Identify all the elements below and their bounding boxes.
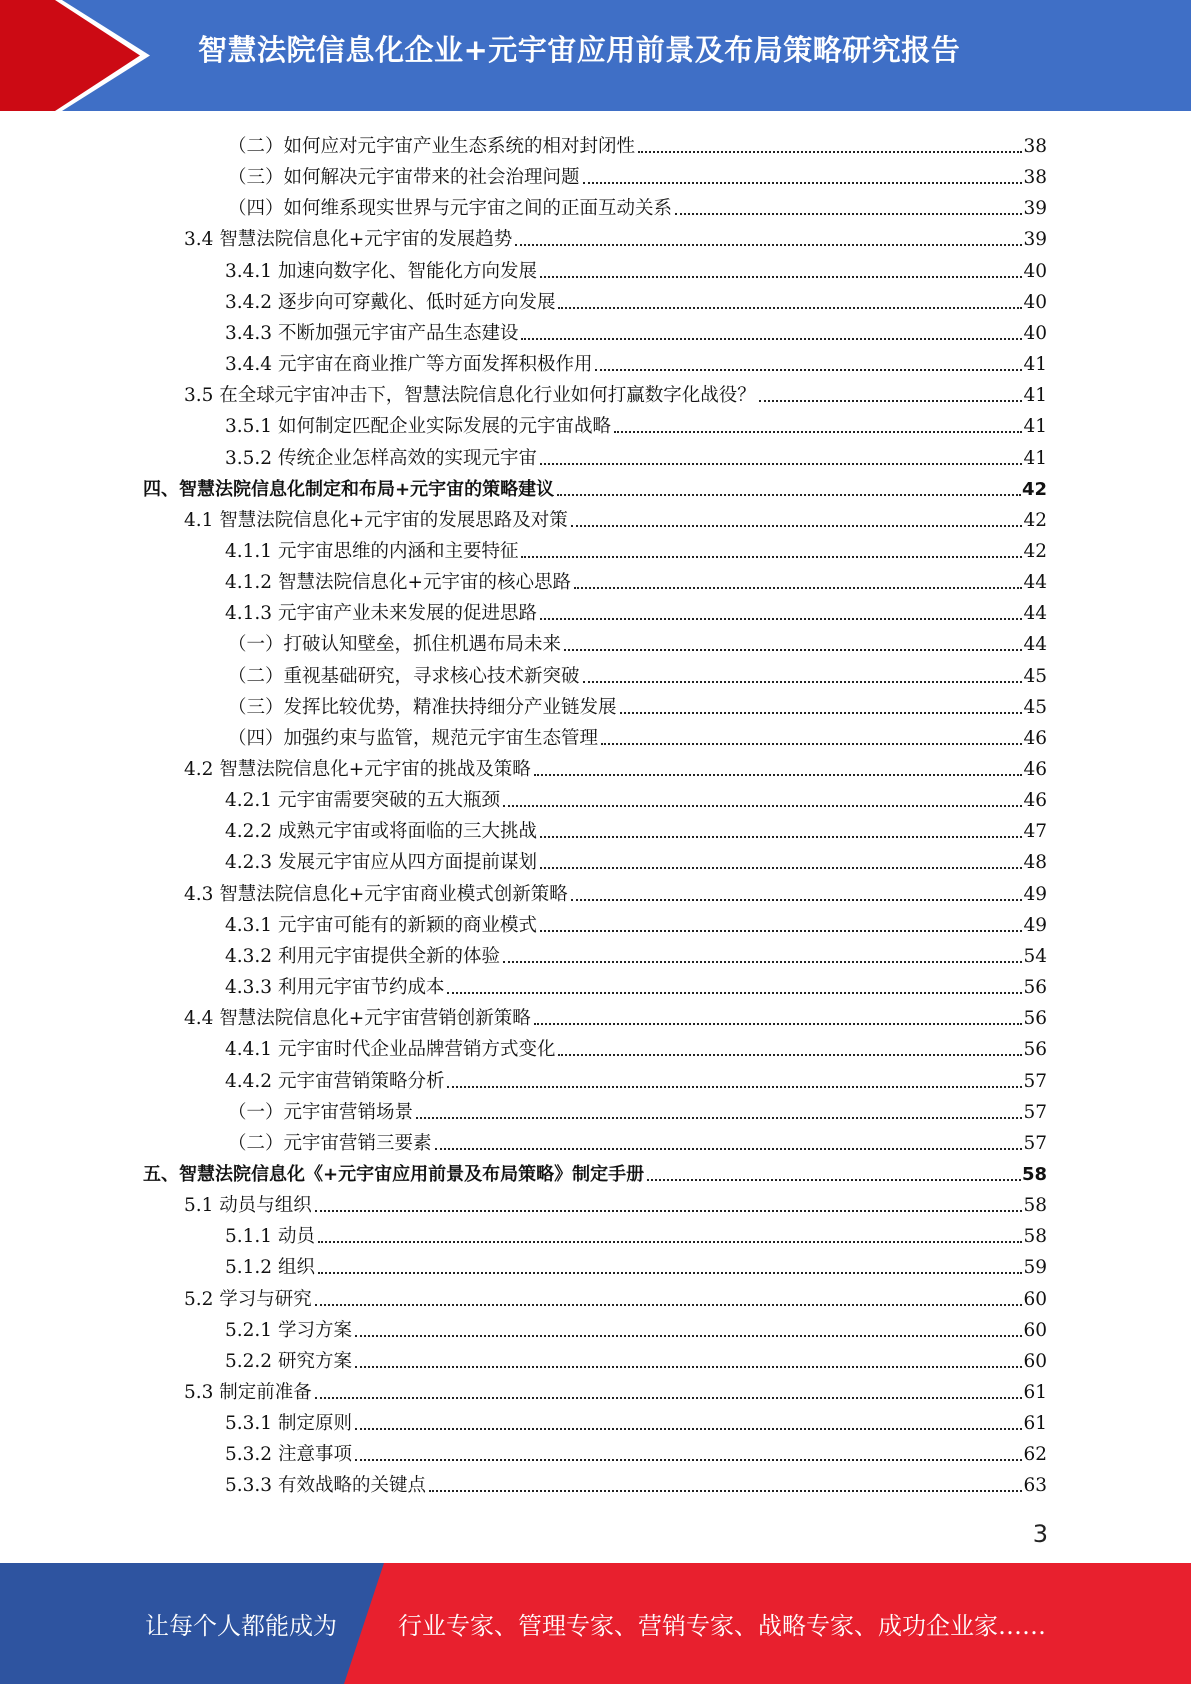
toc-dot-leader — [534, 1023, 1023, 1025]
toc-dot-leader — [503, 805, 1022, 807]
page-header — [0, 0, 1191, 111]
toc-entry[interactable] — [184, 1000, 1047, 1031]
toc-entry[interactable] — [228, 1125, 1047, 1156]
toc-entry[interactable] — [225, 1031, 1047, 1062]
toc-entry-page: 63 — [1023, 1475, 1047, 1497]
toc-entry[interactable] — [225, 595, 1047, 626]
page-footer — [0, 1563, 1191, 1684]
toc-entry[interactable] — [225, 284, 1047, 315]
toc-entry[interactable] — [225, 844, 1047, 875]
toc-entry-label: （四）如何维系现实世界与元宇宙之间的正面互动关系 — [228, 198, 673, 220]
toc-entry-page: 58 — [1023, 1195, 1047, 1217]
toc-entry-label: 3.5 在全球元宇宙冲击下，智慧法院信息化行业如何打赢数字化战役？ — [184, 385, 756, 407]
toc-entry[interactable] — [184, 1281, 1047, 1312]
toc-entry-label: 3.4.1 加速向数字化、智能化方向发展 — [225, 260, 537, 282]
toc-entry[interactable] — [225, 315, 1047, 346]
toc-entry[interactable] — [228, 720, 1047, 751]
toc-entry[interactable] — [228, 626, 1047, 657]
toc-entry-page: 57 — [1023, 1132, 1047, 1154]
toc-entry-label: 4.1 智慧法院信息化+元宇宙的发展思路及对策 — [184, 509, 568, 531]
toc-entry-label: 4.3 智慧法院信息化+元宇宙商业模式创新策略 — [184, 883, 568, 905]
toc-entry[interactable] — [225, 533, 1047, 564]
header-chevron-decoration — [0, 0, 160, 111]
toc-dot-leader — [318, 1272, 1023, 1274]
toc-entry-label: 4.2.3 发展元宇宙应从四方面提前谋划 — [225, 852, 537, 874]
document-title: 智慧法院信息化企业+元宇宙应用前景及布局策略研究报告 — [198, 33, 961, 67]
toc-entry-label: 4.1.3 元宇宙产业未来发展的促进思路 — [225, 603, 537, 625]
toc-entry-label: （三）发挥比较优势，精准扶持细分产业链发展 — [228, 696, 617, 718]
toc-dot-leader — [540, 618, 1022, 620]
toc-entry-label: 5.1.1 动员 — [225, 1226, 315, 1248]
toc-entry[interactable] — [225, 253, 1047, 284]
toc-dot-leader — [416, 1117, 1022, 1119]
toc-entry-label: （一）打破认知壁垒，抓住机遇布局未来 — [228, 634, 562, 656]
toc-entry-label: 5.1 动员与组织 — [184, 1195, 312, 1217]
toc-entry[interactable] — [225, 1436, 1047, 1467]
toc-entry-page: 41 — [1023, 354, 1047, 376]
toc-entry-page: 61 — [1023, 1382, 1047, 1403]
toc-entry-page: 46 — [1023, 759, 1047, 780]
toc-dot-leader — [534, 774, 1023, 776]
toc-entry-page: 47 — [1023, 821, 1047, 843]
toc-entry[interactable] — [225, 440, 1047, 471]
toc-entry-label: 5.2.2 研究方案 — [225, 1350, 352, 1372]
toc-entry-label: （一）元宇宙营销场景 — [228, 1101, 414, 1123]
toc-entry-label: 4.2.1 元宇宙需要突破的五大瓶颈 — [225, 790, 500, 812]
toc-entry-label: 五、智慧法院信息化《+元宇宙应用前景及布局策略》制定手册 — [143, 1163, 645, 1185]
toc-dot-leader — [447, 1086, 1022, 1088]
toc-entry[interactable] — [228, 159, 1047, 190]
toc-entry[interactable] — [225, 346, 1047, 377]
toc-entry[interactable] — [228, 1094, 1047, 1125]
toc-dot-leader — [614, 431, 1022, 433]
toc-entry-page: 57 — [1023, 1101, 1047, 1123]
toc-entry-label: （四）加强约束与监管，规范元宇宙生态管理 — [228, 727, 599, 749]
footer-slogan-left: 让每个人都能成为 — [145, 1612, 337, 1640]
toc-entry-page: 58 — [1021, 1163, 1047, 1185]
toc-entry[interactable] — [225, 1249, 1047, 1280]
toc-dot-leader — [355, 1428, 1023, 1430]
toc-entry-page: 38 — [1023, 136, 1047, 157]
toc-entry[interactable] — [184, 502, 1047, 533]
toc-entry-page: 41 — [1023, 416, 1047, 438]
toc-entry-label: 4.3.3 利用元宇宙节约成本 — [225, 977, 445, 999]
toc-entry-label: （二）如何应对元宇宙产业生态系统的相对封闭性 — [228, 136, 636, 157]
toc-dot-leader — [521, 338, 1022, 340]
toc-entry-page: 40 — [1023, 260, 1047, 282]
toc-entry[interactable] — [225, 813, 1047, 844]
toc-dot-leader — [355, 1459, 1023, 1461]
toc-entry[interactable] — [143, 471, 1047, 502]
toc-entry[interactable] — [228, 128, 1047, 159]
toc-entry-label: （二）元宇宙营销三要素 — [228, 1132, 432, 1154]
toc-dot-leader — [540, 867, 1022, 869]
toc-entry-label: 4.2 智慧法院信息化+元宇宙的挑战及策略 — [184, 759, 531, 780]
toc-entry-label: 3.4 智慧法院信息化+元宇宙的发展趋势 — [184, 229, 513, 251]
toc-entry-page: 57 — [1023, 1070, 1047, 1092]
toc-entry-label: 4.4 智慧法院信息化+元宇宙营销创新策略 — [184, 1008, 531, 1030]
toc-entry-label: （三）如何解决元宇宙带来的社会治理问题 — [228, 167, 580, 189]
toc-entry-label: 3.5.2 传统企业怎样高效的实现元宇宙 — [225, 447, 537, 469]
toc-entry-page: 56 — [1023, 1008, 1047, 1030]
toc-dot-leader — [515, 244, 1022, 246]
toc-entry-label: 5.3.2 注意事项 — [225, 1444, 352, 1466]
toc-entry[interactable] — [184, 1187, 1047, 1218]
toc-dot-leader — [315, 1304, 1023, 1306]
toc-entry-page: 48 — [1023, 852, 1047, 874]
toc-dot-leader — [571, 525, 1023, 527]
toc-entry-label: 5.1.2 组织 — [225, 1257, 315, 1279]
toc-entry[interactable] — [184, 377, 1047, 408]
toc-entry-page: 41 — [1023, 385, 1047, 407]
toc-entry-page: 58 — [1023, 1226, 1047, 1248]
toc-entry[interactable] — [225, 408, 1047, 439]
toc-entry-page: 60 — [1023, 1350, 1047, 1372]
toc-dot-leader — [318, 1241, 1023, 1243]
toc-entry-page: 61 — [1023, 1413, 1047, 1435]
toc-entry-label: 四、智慧法院信息化制定和布局+元宇宙的策略建议 — [143, 478, 555, 500]
toc-entry[interactable] — [225, 938, 1047, 969]
toc-dot-leader — [595, 369, 1022, 371]
toc-entry-page: 46 — [1023, 727, 1047, 749]
toc-entry[interactable] — [225, 782, 1047, 813]
toc-entry[interactable] — [225, 907, 1047, 938]
toc-entry[interactable] — [143, 1156, 1047, 1187]
toc-entry-page: 42 — [1021, 478, 1047, 500]
toc-dot-leader — [759, 400, 1023, 402]
toc-entry-page: 45 — [1023, 696, 1047, 718]
toc-dot-leader — [315, 1397, 1023, 1399]
toc-entry-page: 60 — [1023, 1288, 1047, 1310]
toc-entry-label: 3.4.4 元宇宙在商业推广等方面发挥积极作用 — [225, 354, 593, 376]
toc-entry[interactable] — [184, 1374, 1047, 1405]
toc-entry[interactable] — [225, 1343, 1047, 1374]
toc-dot-leader — [638, 151, 1022, 153]
toc-dot-leader — [558, 1054, 1022, 1056]
toc-entry[interactable] — [225, 1467, 1047, 1498]
toc-dot-leader — [540, 463, 1022, 465]
page-number: 3 — [1032, 1520, 1048, 1548]
toc-entry-page: 42 — [1023, 509, 1047, 531]
toc-entry-page: 40 — [1023, 291, 1047, 313]
toc-entry[interactable] — [184, 876, 1047, 907]
toc-entry[interactable] — [225, 1063, 1047, 1094]
toc-entry-label: 3.4.2 逐步向可穿戴化、低时延方向发展 — [225, 291, 556, 313]
toc-entry-page: 44 — [1023, 603, 1047, 625]
toc-dot-leader — [558, 307, 1022, 309]
toc-entry-page: 54 — [1023, 945, 1047, 967]
toc-entry-label: 3.5.1 如何制定匹配企业实际发展的元宇宙战略 — [225, 416, 611, 438]
toc-entry[interactable] — [228, 658, 1047, 689]
toc-dot-leader — [315, 1210, 1023, 1212]
toc-dot-leader — [429, 1490, 1022, 1492]
toc-entry-page: 44 — [1023, 572, 1047, 594]
toc-entry-page: 49 — [1023, 883, 1047, 905]
toc-entry-page: 45 — [1023, 665, 1047, 687]
toc-entry[interactable] — [225, 969, 1047, 1000]
toc-entry-label: 4.1.1 元宇宙思维的内涵和主要特征 — [225, 540, 519, 562]
toc-entry-label: 5.3.3 有效战略的关键点 — [225, 1475, 426, 1497]
toc-entry[interactable] — [225, 1312, 1047, 1343]
toc-dot-leader — [435, 1148, 1023, 1150]
toc-entry-page: 39 — [1023, 229, 1047, 251]
toc-entry-label: 4.4.2 元宇宙营销策略分析 — [225, 1070, 445, 1092]
toc-entry-label: 5.2 学习与研究 — [184, 1288, 312, 1310]
toc-entry[interactable] — [228, 190, 1047, 221]
toc-entry-label: 4.3.2 利用元宇宙提供全新的体验 — [225, 945, 500, 967]
toc-entry-page: 39 — [1023, 198, 1047, 220]
toc-dot-leader — [540, 276, 1022, 278]
footer-slogan-right: 行业专家、管理专家、营销专家、战略专家、成功企业家…… — [398, 1612, 1046, 1640]
toc-dot-leader — [574, 587, 1022, 589]
toc-entry-page: 59 — [1023, 1257, 1047, 1279]
toc-dot-leader — [583, 182, 1023, 184]
toc-entry-label: 4.3.1 元宇宙可能有的新颖的商业模式 — [225, 914, 537, 936]
toc-dot-leader — [583, 681, 1023, 683]
toc-entry-label: 4.1.2 智慧法院信息化+元宇宙的核心思路 — [225, 572, 571, 594]
toc-entry[interactable] — [184, 221, 1047, 252]
toc-entry-label: 5.3.1 制定原则 — [225, 1413, 352, 1435]
toc-entry-page: 49 — [1023, 914, 1047, 936]
toc-entry-page: 41 — [1023, 447, 1047, 469]
toc-entry-label: （二）重视基础研究，寻求核心技术新突破 — [228, 665, 580, 687]
toc-dot-leader — [620, 712, 1023, 714]
toc-dot-leader — [540, 836, 1022, 838]
toc-entry[interactable] — [225, 1218, 1047, 1249]
toc-entry-label: 5.3 制定前准备 — [184, 1382, 312, 1403]
toc-entry-page: 42 — [1023, 540, 1047, 562]
toc-dot-leader — [521, 556, 1022, 558]
toc-entry-label: 4.2.2 成熟元宇宙或将面临的三大挑战 — [225, 821, 537, 843]
toc-entry-page: 38 — [1023, 167, 1047, 189]
toc-entry-label: 3.4.3 不断加强元宇宙产品生态建设 — [225, 322, 519, 344]
toc-entry-page: 40 — [1023, 322, 1047, 344]
toc-entry[interactable] — [184, 751, 1047, 782]
toc-dot-leader — [355, 1335, 1023, 1337]
toc-dot-leader — [540, 930, 1022, 932]
toc-entry-label: 5.2.1 学习方案 — [225, 1319, 352, 1341]
toc-entry-label: 4.4.1 元宇宙时代企业品牌营销方式变化 — [225, 1039, 556, 1061]
toc-dot-leader — [675, 213, 1022, 215]
toc-entry-page: 60 — [1023, 1319, 1047, 1341]
toc-entry-page: 62 — [1023, 1444, 1047, 1466]
toc-dot-leader — [557, 494, 1021, 496]
toc-entry-page: 44 — [1023, 634, 1047, 656]
toc-dot-leader — [447, 992, 1022, 994]
toc-entry[interactable] — [228, 689, 1047, 720]
toc-dot-leader — [647, 1179, 1021, 1181]
toc-dot-leader — [571, 899, 1023, 901]
toc-entry[interactable] — [225, 564, 1047, 595]
toc-dot-leader — [503, 961, 1022, 963]
toc-dot-leader — [564, 649, 1022, 651]
toc-entry-page: 56 — [1023, 977, 1047, 999]
toc-entry-page: 56 — [1023, 1039, 1047, 1061]
toc-dot-leader — [355, 1366, 1023, 1368]
toc-entry-page: 46 — [1023, 790, 1047, 812]
toc-dot-leader — [601, 743, 1022, 745]
toc-entry[interactable] — [225, 1405, 1047, 1436]
